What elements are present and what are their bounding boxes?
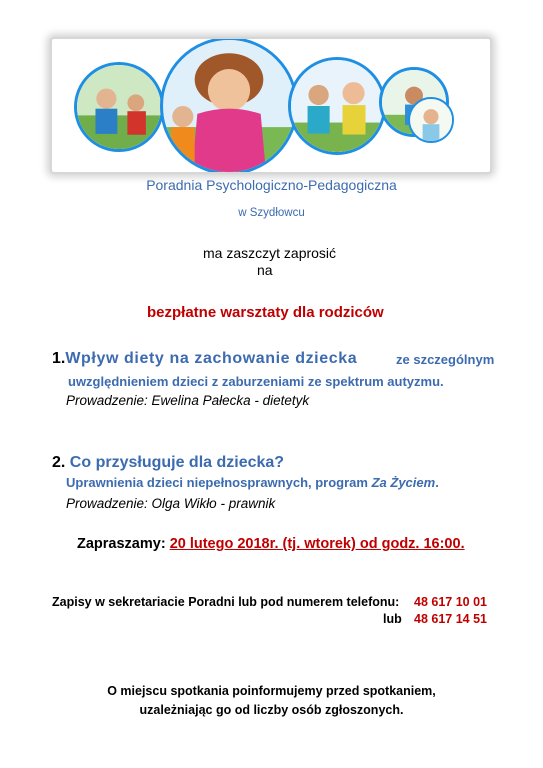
phone-number-2: 48 617 14 51: [414, 612, 487, 626]
children-photo-circle: [408, 97, 454, 143]
header-photo-banner: [50, 37, 492, 174]
children-photo-circle: [288, 57, 386, 155]
phone-number-1: 48 617 10 01: [414, 595, 487, 609]
topic-subtitle: ze szczególnym: [396, 352, 495, 367]
invitation-datetime: 20 lutego 2018r. (tj. wtorek) od godz. 16:00.: [169, 536, 465, 552]
topic-2: [52, 454, 284, 472]
registration-text: Zapisy w sekretariacie Poradni lub pod numerem telefonu:: [52, 595, 400, 609]
topic-title: Co przysługuje dla dziecka?: [69, 454, 285, 471]
institution-name: Poradnia Psychologiczno-Pedagogiczna: [146, 177, 397, 193]
or-label: lub: [383, 612, 402, 626]
topic-subtitle: Uprawnienia dzieci niepełnosprawnych, program Za Życiem.: [66, 475, 439, 490]
event-title: bezpłatne warsztaty dla rodziców: [147, 304, 384, 321]
footer-line-2: uzależniając go od liczby osób zgłoszonych.: [139, 703, 404, 717]
topic-title: Wpływ diety na zachowanie dziecka: [65, 350, 358, 367]
children-photo-circle: [160, 37, 298, 174]
topic-1: [52, 350, 357, 368]
program-name: Za Życiem: [371, 475, 436, 490]
topic-number: 2.: [52, 454, 66, 471]
topic-number: 1.: [52, 350, 66, 367]
invite-line-2: na: [257, 262, 273, 278]
footer-line-1: O miejscu spotkania poinformujemy przed spotkaniem,: [107, 684, 436, 698]
topic-presenter: Prowadzenie: Olga Wikło - prawnik: [66, 496, 276, 511]
topic-subtitle-continued: uwzględnieniem dzieci z zaburzeniami ze spektrum autyzmu.: [68, 374, 444, 389]
children-photo-circle: [74, 62, 164, 152]
institution-location: w Szydłowcu: [238, 207, 305, 219]
invitation-label: Zapraszamy:: [77, 536, 166, 552]
invite-line-1: ma zaszczyt zaprosić: [203, 245, 337, 261]
topic-presenter: Prowadzenie: Ewelina Pałecka - dietetyk: [66, 393, 310, 408]
invitation-line: [77, 536, 465, 552]
